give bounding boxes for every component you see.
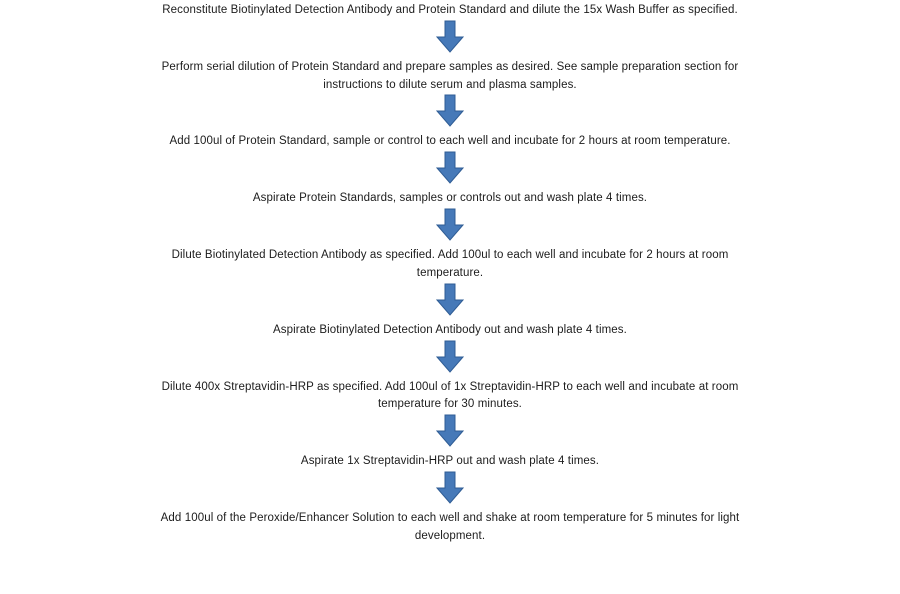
flow-connector-1 (435, 20, 465, 59)
flow-connector-3 (435, 151, 465, 190)
flow-connector-6 (435, 340, 465, 379)
flow-step-1: Reconstitute Biotinylated Detection Antibody and Protein Standard and dilute the 15x Wash Buffer as specified. (162, 4, 738, 16)
flow-step-8: Aspirate 1x Streptavidin-HRP out and wash plate 4 times. (300, 455, 600, 468)
down-arrow-icon (435, 283, 465, 322)
down-arrow-icon (435, 94, 465, 133)
flow-step-7: Dilute 400x Streptavidin-HRP as specified. Add 100ul of 1x Streptavidin-HRP to each well and incubate at room temperature for 30 minutes. (161, 380, 739, 411)
down-arrow-icon (435, 151, 465, 190)
flow-step-3: Add 100ul of Protein Standard, sample or control to each well and incubate for 2 hours at room temperature. (169, 135, 731, 148)
flow-step-4: Aspirate Protein Standards, samples or controls out and wash plate 4 times. (252, 192, 648, 205)
flow-step-2: Perform serial dilution of Protein Standard and prepare samples as desired. See sample preparation section for instructions to dilute serum and plasma samples. (161, 60, 739, 91)
flow-step-6: Aspirate Biotinylated Detection Antibody out and wash plate 4 times. (273, 323, 627, 336)
down-arrow-icon (435, 20, 465, 59)
down-arrow-icon (435, 414, 465, 453)
flow-step-5: Dilute Biotinylated Detection Antibody as specified. Add 100ul to each well and incubate for 2 hours at room temperature. (171, 249, 729, 279)
flow-connector-7 (435, 414, 465, 453)
flow-connector-5 (435, 283, 465, 322)
down-arrow-icon (435, 208, 465, 247)
flow-connector-8 (435, 471, 465, 510)
down-arrow-icon (435, 340, 465, 379)
flow-step-9: Add 100ul of the Peroxide/Enhancer Solution to each well and shake at room temperature for 5 minutes for light development. (160, 511, 740, 542)
down-arrow-icon (435, 471, 465, 510)
flow-connector-4 (435, 208, 465, 247)
flow-connector-2 (435, 94, 465, 133)
